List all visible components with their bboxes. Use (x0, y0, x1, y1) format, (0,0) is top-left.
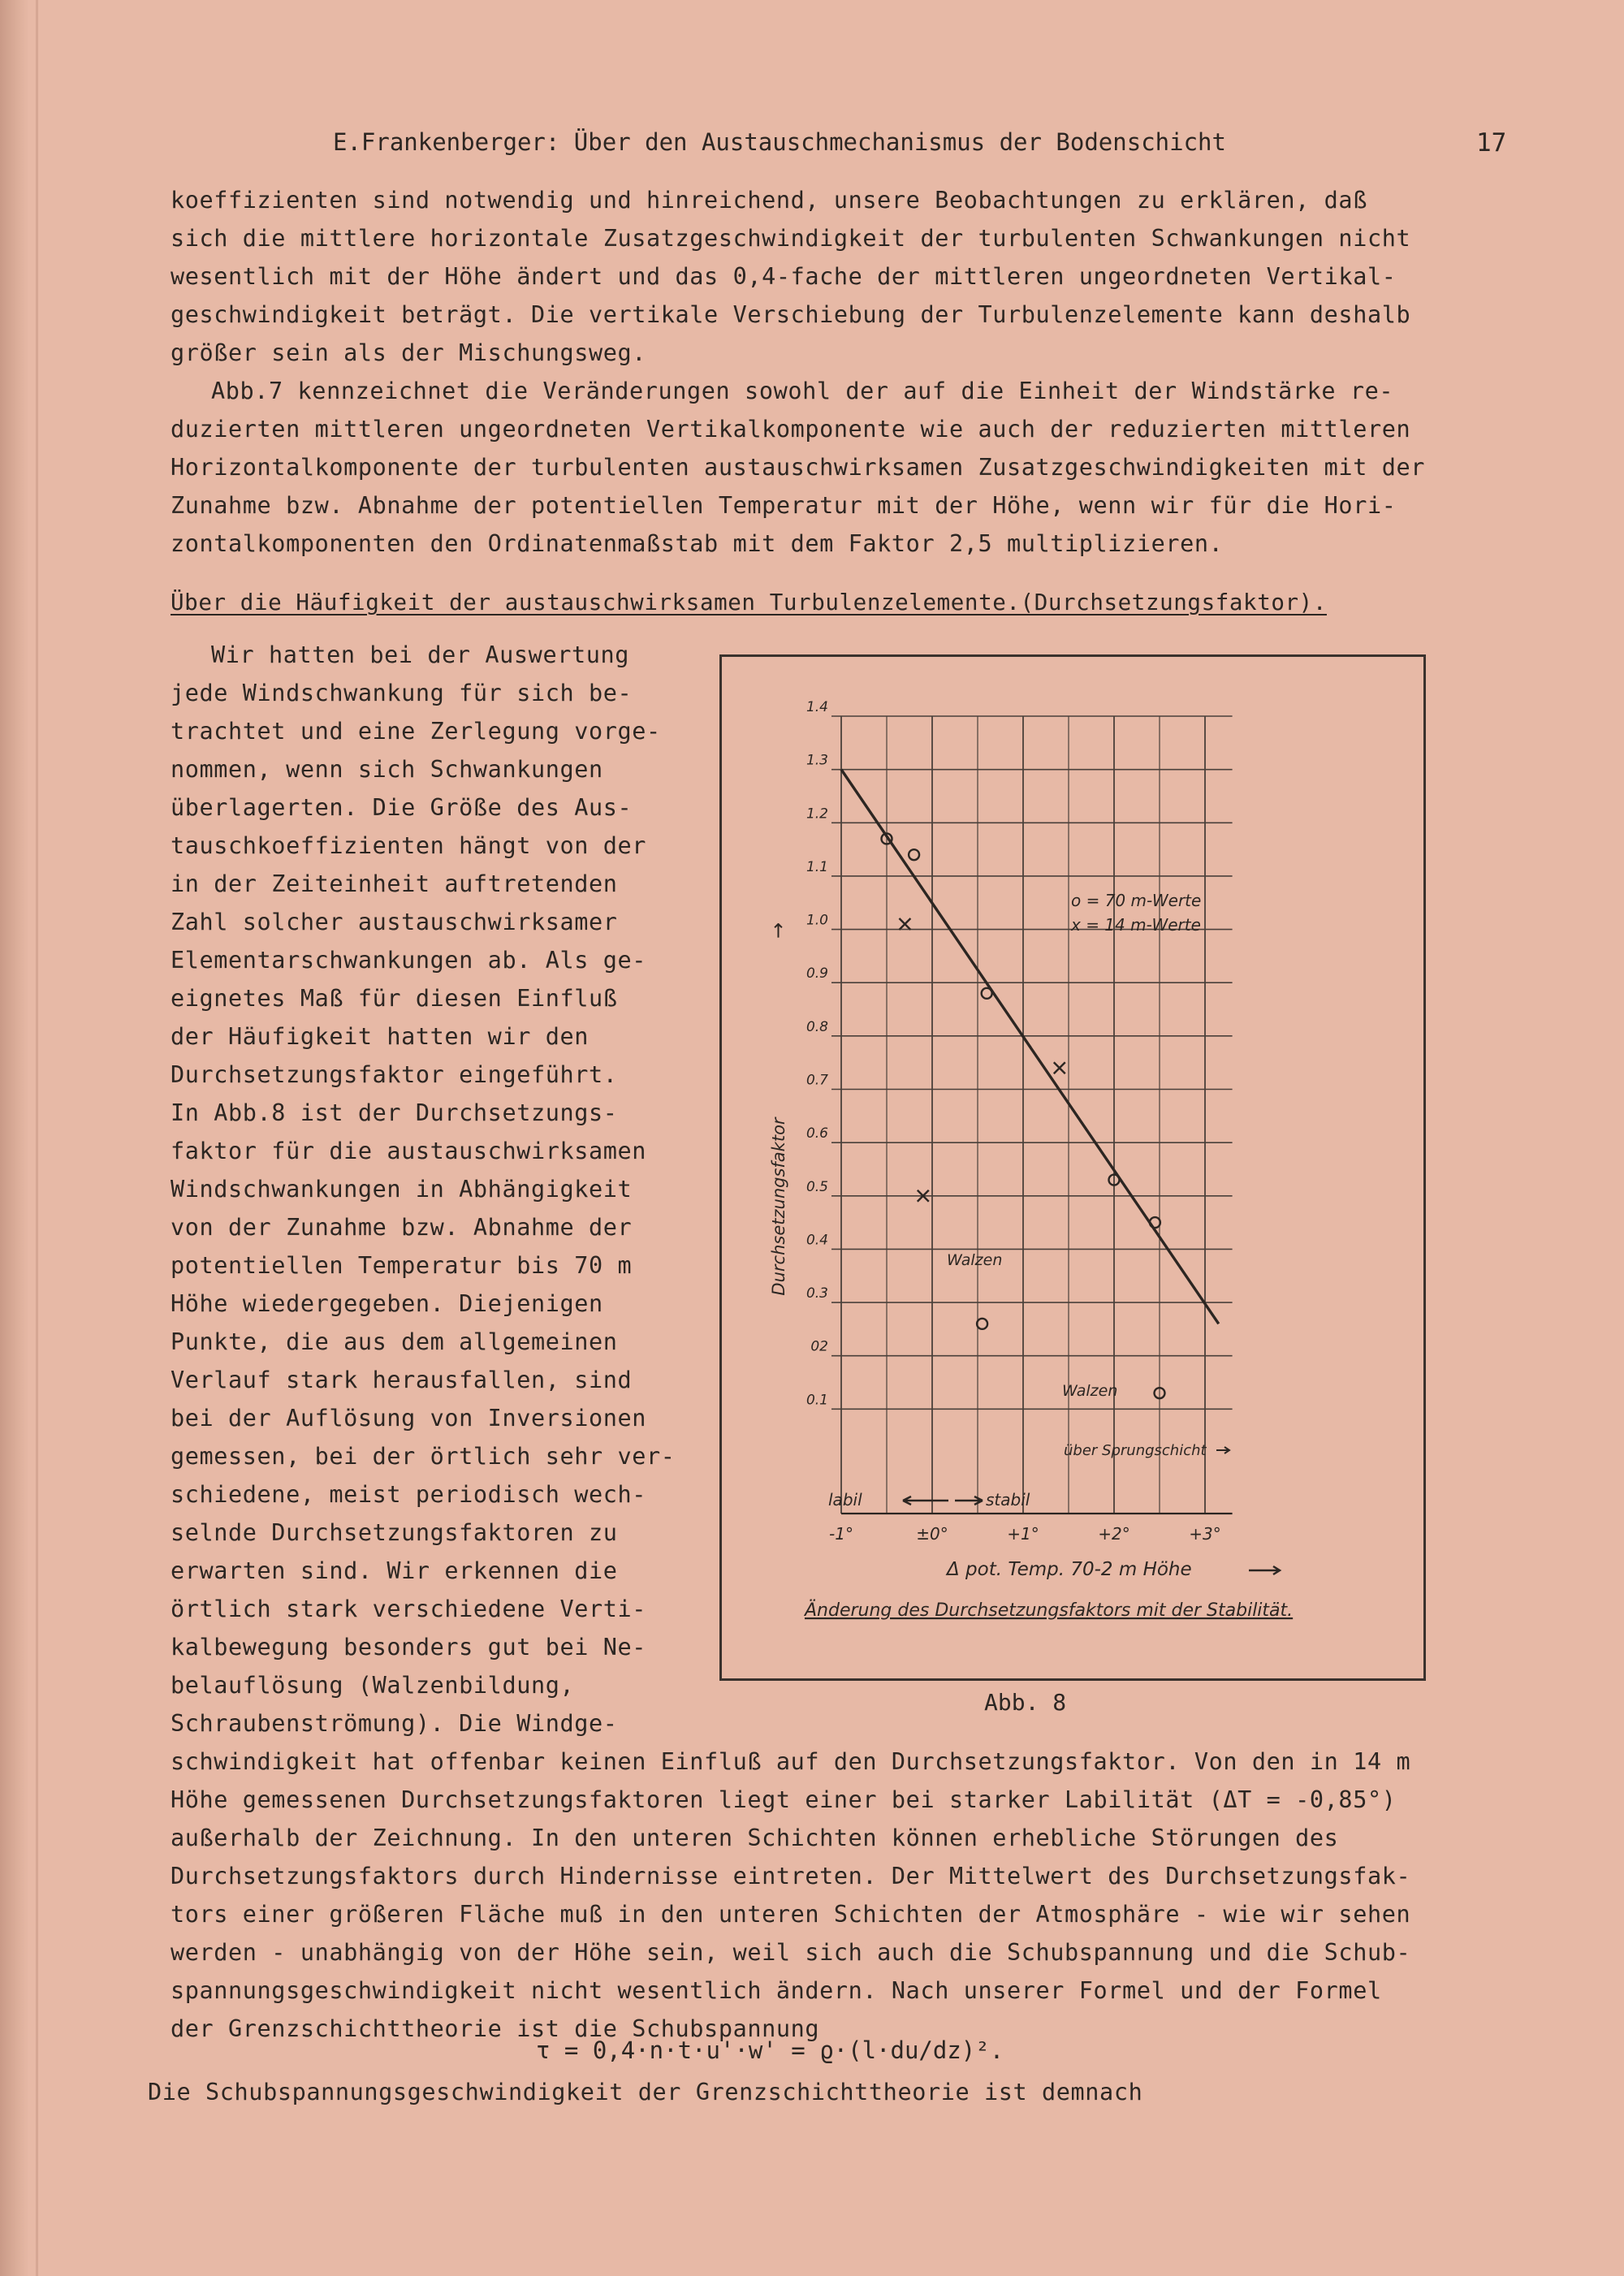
text-line: Durchsetzungsfaktors durch Hindernisse eintreten. Der Mittelwert des Durchsetzungsfak- (171, 1863, 1411, 1889)
text-line: Höhe wiedergegeben. Diejenigen (171, 1290, 603, 1317)
text-line: tauschkoeffizienten hängt von der (171, 832, 647, 859)
annotation-stabil: stabil (986, 1490, 1030, 1509)
text-line: faktor für die austauschwirksamen (171, 1138, 647, 1164)
annotation-arrow-sprungschicht (1216, 1447, 1229, 1453)
labil-stabil-arrows (903, 1496, 983, 1505)
page-number: 17 (1476, 128, 1507, 158)
text-line: Zunahme bzw. Abnahme der potentiellen Temperatur mit der Höhe, wenn wir für die Hori- (171, 492, 1397, 519)
text-line: außerhalb der Zeichnung. In den unteren Schichten können erhebliche Störungen des (171, 1825, 1339, 1851)
text-line: Punkte, die aus dem allgemeinen (171, 1328, 618, 1355)
running-header (0, 128, 1624, 161)
text-line: In Abb.8 ist der Durchsetzungs- (171, 1099, 618, 1126)
text-line: überlagerten. Die Größe des Aus- (171, 794, 633, 821)
text-line: Zahl solcher austauschwirksamer (171, 909, 618, 935)
annotation-ueber-sprungschicht: über Sprungschicht (1064, 1442, 1207, 1459)
y-tick-label: 1.4 (806, 699, 828, 715)
durchsetzungsfaktor-chart (719, 654, 1426, 1681)
text-line: Schraubenströmung). Die Windge- (171, 1710, 618, 1737)
x-tick-label: -1° (829, 1524, 853, 1544)
text-line: belauflösung (Walzenbildung, (171, 1672, 575, 1699)
text-line: Elementarschwankungen ab. Als ge- (171, 947, 647, 974)
y-tick-label: 0.7 (806, 1072, 828, 1089)
data-point-70m (977, 1319, 987, 1329)
text-line: erwarten sind. Wir erkennen die (171, 1557, 618, 1584)
y-axis-label: Durchsetzungsfaktor (769, 1117, 788, 1296)
y-tick-label: 1.1 (806, 858, 828, 875)
text-line: wesentlich mit der Höhe ändert und das 0,4-fache der mittleren ungeordneten Vertikal- (171, 263, 1397, 290)
y-tick-label: 0.1 (806, 1392, 828, 1409)
legend-entry-14m: x = 14 m-Werte (1071, 915, 1201, 935)
y-tick-label: 02 (810, 1338, 828, 1355)
final-line: Die Schubspannungsgeschwindigkeit der Grenzschichttheorie ist demnach (148, 2079, 1143, 2105)
text-line: Durchsetzungsfaktor eingeführt. (171, 1061, 618, 1088)
text-line: Abb.7 kennzeichnet die Veränderungen sowohl der auf die Einheit der Windstärke re- (211, 378, 1394, 404)
y-tick-label: 0.3 (806, 1285, 828, 1302)
text-line: potentiellen Temperatur bis 70 m (171, 1252, 633, 1279)
text-line: bei der Auflösung von Inversionen (171, 1405, 647, 1432)
text-line: spannungsgeschwindigkeit nicht wesentlich ändern. Nach unserer Formel und der Formel (171, 1977, 1382, 2004)
text-line: geschwindigkeit beträgt. Die vertikale Verschiebung der Turbulenzelemente kann deshalb (171, 301, 1411, 328)
text-line: selnde Durchsetzungsfaktoren zu (171, 1519, 618, 1546)
y-tick-label: 0.9 (806, 965, 828, 983)
text-line: größer sein als der Mischungsweg. (171, 339, 647, 366)
text-line: Horizontalkomponente der turbulenten austauschwirksamen Zusatzgeschwindigkeiten mit der (171, 454, 1425, 481)
text-line: Windschwankungen in Abhängigkeit (171, 1176, 633, 1203)
data-point-70m (909, 849, 919, 860)
y-tick-label: 0.5 (806, 1178, 828, 1195)
page-fold (36, 0, 38, 2276)
text-line: der Grenzschichttheorie ist die Schubspannung (171, 2015, 820, 2042)
y-tick-label: 1.0 (806, 912, 828, 929)
trend-line (841, 770, 1219, 1324)
x-tick-label: +1° (1007, 1524, 1039, 1544)
text-line: duzierten mittleren ungeordneten Vertikalkomponente wie auch der reduzierten mittleren (171, 416, 1411, 443)
text-line: Höhe gemessenen Durchsetzungsfaktoren liegt einer bei starker Labilität (ΔT = -0,85°) (171, 1786, 1397, 1813)
text-line: schwindigkeit hat offenbar keinen Einfluß auf den Durchsetzungsfaktor. Von den in 14 m (171, 1748, 1411, 1775)
text-line: eignetes Maß für diesen Einfluß (171, 985, 618, 1012)
y-tick-label: 1.2 (806, 805, 828, 823)
text-line: jede Windschwankung für sich be- (171, 680, 633, 706)
y-tick-label: 0.4 (806, 1232, 828, 1249)
header-title: E.Frankenberger: Über den Austauschmechanismus der Bodenschicht (333, 128, 1226, 156)
data-point-14m (1054, 1062, 1065, 1073)
text-line: Wir hatten bei der Auswertung (211, 641, 629, 668)
y-tick-label: 0.6 (806, 1125, 828, 1142)
text-line: gemessen, bei der örtlich sehr ver- (171, 1443, 676, 1470)
text-line: örtlich stark verschiedene Verti- (171, 1596, 647, 1622)
text-line: in der Zeiteinheit auftretenden (171, 870, 618, 897)
text-line: tors einer größeren Fläche muß in den unteren Schichten der Atmosphäre - wie wir sehen (171, 1901, 1411, 1928)
x-tick-label: ±0° (916, 1524, 948, 1544)
data-point-14m (899, 918, 910, 930)
figure-caption: Abb. 8 (984, 1689, 1067, 1716)
text-line: Verlauf stark herausfallen, sind (171, 1367, 633, 1393)
y-axis-arrow: → (767, 922, 789, 939)
text-line: von der Zunahme bzw. Abnahme der (171, 1214, 633, 1241)
x-tick-label: +2° (1098, 1524, 1130, 1544)
annotation-walzen-1: Walzen (947, 1251, 1003, 1269)
text-line: werden - unabhängig von der Höhe sein, weil sich auch die Schubspannung und die Schub- (171, 1939, 1411, 1966)
chart-title: Änderung des Durchsetzungsfaktors mit der Stabilität. (805, 1600, 1294, 1621)
section-heading: Über die Häufigkeit der austauschwirksamen Turbulenzelemente.(Durchsetzungsfaktor). (171, 590, 1327, 615)
x-axis-arrow (1249, 1566, 1280, 1574)
x-tick-label: +3° (1189, 1524, 1221, 1544)
text-line: koeffizienten sind notwendig und hinreichend, unsere Beobachtungen zu erklären, daß (171, 187, 1367, 214)
annotation-walzen-2: Walzen (1062, 1382, 1118, 1400)
text-line: der Häufigkeit hatten wir den (171, 1023, 589, 1050)
annotation-labil: labil (828, 1490, 862, 1509)
text-line: nommen, wenn sich Schwankungen (171, 756, 603, 783)
text-line: schiedene, meist periodisch wech- (171, 1481, 647, 1508)
text-line: trachtet und eine Zerlegung vorge- (171, 718, 661, 745)
text-line: kalbewegung besonders gut bei Ne- (171, 1634, 647, 1661)
text-line: zontalkomponenten den Ordinatenmaßstab mit dem Faktor 2,5 multiplizieren. (171, 530, 1224, 557)
x-axis-label: Δ pot. Temp. 70-2 m Höhe (947, 1559, 1192, 1580)
shear-stress-formula: τ = 0,4·n·t·u'·w' = ϱ·(l·du/dz)². (536, 2036, 1004, 2064)
legend-entry-70m: o = 70 m-Werte (1071, 891, 1202, 910)
text-line: sich die mittlere horizontale Zusatzgeschwindigkeit der turbulenten Schwankungen nicht (171, 225, 1411, 252)
y-tick-label: 0.8 (806, 1018, 828, 1035)
page-edge (0, 0, 29, 2276)
y-tick-label: 1.3 (806, 752, 828, 769)
